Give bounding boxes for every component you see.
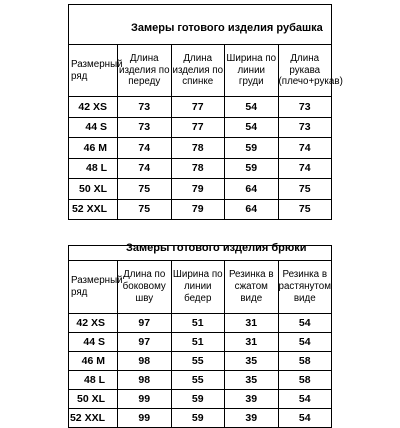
value-cell: 54 bbox=[225, 97, 279, 118]
table-row bbox=[69, 179, 332, 200]
column-header-waistband-relaxed: Резинка в сжатом виде bbox=[225, 261, 279, 314]
value-cell: 54 bbox=[278, 333, 332, 352]
pants-measurements-table bbox=[68, 242, 332, 428]
value-cell: 79 bbox=[171, 179, 225, 200]
value-cell: 39 bbox=[225, 390, 279, 409]
size-cell: 46 M bbox=[69, 138, 118, 159]
value-cell: 75 bbox=[278, 179, 332, 200]
value-cell: 75 bbox=[278, 199, 332, 220]
value-cell: 99 bbox=[118, 409, 172, 428]
table-row bbox=[69, 117, 332, 138]
table-row bbox=[69, 333, 332, 352]
table-row bbox=[69, 409, 332, 428]
size-cell: 52 XXL bbox=[69, 199, 118, 220]
value-cell: 31 bbox=[225, 314, 279, 333]
size-cell: 52 XXL bbox=[69, 409, 118, 428]
table-row bbox=[69, 199, 332, 220]
pants-table-title: Замеры готового изделия брюки bbox=[126, 242, 307, 254]
value-cell: 77 bbox=[171, 97, 225, 118]
table-row bbox=[69, 138, 332, 159]
size-cell: 44 S bbox=[69, 333, 118, 352]
pants-header-row bbox=[69, 261, 332, 314]
shirt-measurements-table bbox=[68, 4, 343, 220]
table-row bbox=[69, 352, 332, 371]
column-header-size: Размерный ряд bbox=[69, 45, 118, 97]
shirt-header-row bbox=[69, 45, 332, 97]
shirt-title-cell bbox=[69, 5, 332, 45]
size-cell: 42 XS bbox=[69, 97, 118, 118]
column-header-chest-width: Ширина по линии груди bbox=[225, 45, 279, 97]
value-cell: 75 bbox=[118, 199, 172, 220]
column-header-sleeve-length: Длина рукава (плечо+рукав) bbox=[278, 45, 332, 97]
value-cell: 59 bbox=[171, 409, 225, 428]
value-cell: 79 bbox=[171, 199, 225, 220]
table-row bbox=[69, 390, 332, 409]
value-cell: 54 bbox=[278, 390, 332, 409]
value-cell: 99 bbox=[118, 390, 172, 409]
value-cell: 78 bbox=[171, 138, 225, 159]
pants-title-row bbox=[69, 246, 332, 261]
value-cell: 35 bbox=[225, 371, 279, 390]
value-cell: 73 bbox=[278, 117, 332, 138]
value-cell: 73 bbox=[118, 117, 172, 138]
shirt-table-title: Замеры готового изделия рубашка bbox=[131, 21, 323, 34]
size-cell: 50 XL bbox=[69, 179, 118, 200]
size-cell: 46 M bbox=[69, 352, 118, 371]
value-cell: 64 bbox=[225, 199, 279, 220]
column-header-side-seam-length: Длина по боковому шву bbox=[118, 261, 172, 314]
value-cell: 54 bbox=[278, 314, 332, 333]
value-cell: 54 bbox=[225, 117, 279, 138]
value-cell: 74 bbox=[278, 138, 332, 159]
column-header-front-length: Длина изделия по переду bbox=[118, 45, 172, 97]
value-cell: 74 bbox=[278, 158, 332, 179]
size-cell: 48 L bbox=[69, 371, 118, 390]
column-header-size: Размерный ряд bbox=[69, 261, 118, 314]
pants-measurements-sheet bbox=[68, 242, 331, 424]
column-header-back-length: Длина изделия по спинке bbox=[171, 45, 225, 97]
value-cell: 98 bbox=[118, 352, 172, 371]
size-cell: 42 XS bbox=[69, 314, 118, 333]
shirt-title-row bbox=[69, 5, 332, 45]
value-cell: 51 bbox=[171, 314, 225, 333]
value-cell: 75 bbox=[118, 179, 172, 200]
value-cell: 39 bbox=[225, 409, 279, 428]
value-cell: 54 bbox=[278, 409, 332, 428]
value-cell: 78 bbox=[171, 158, 225, 179]
value-cell: 73 bbox=[278, 97, 332, 118]
value-cell: 59 bbox=[225, 138, 279, 159]
value-cell: 97 bbox=[118, 333, 172, 352]
shirt-measurements-sheet bbox=[68, 4, 343, 227]
size-cell: 44 S bbox=[69, 117, 118, 138]
table-row bbox=[69, 314, 332, 333]
pants-title-cell bbox=[69, 242, 332, 261]
table-row bbox=[69, 371, 332, 390]
value-cell: 58 bbox=[278, 352, 332, 371]
column-header-waistband-stretched: Резинка в растянутом виде bbox=[278, 261, 332, 314]
value-cell: 74 bbox=[118, 158, 172, 179]
value-cell: 59 bbox=[225, 158, 279, 179]
table-row bbox=[69, 158, 332, 179]
value-cell: 77 bbox=[171, 117, 225, 138]
table-row bbox=[69, 97, 332, 118]
value-cell: 64 bbox=[225, 179, 279, 200]
size-cell: 48 L bbox=[69, 158, 118, 179]
value-cell: 35 bbox=[225, 352, 279, 371]
value-cell: 59 bbox=[171, 390, 225, 409]
value-cell: 51 bbox=[171, 333, 225, 352]
size-cell: 50 XL bbox=[69, 390, 118, 409]
column-header-hip-width: Ширина по линии бедер bbox=[171, 261, 225, 314]
value-cell: 31 bbox=[225, 333, 279, 352]
value-cell: 97 bbox=[118, 314, 172, 333]
value-cell: 73 bbox=[118, 97, 172, 118]
value-cell: 98 bbox=[118, 371, 172, 390]
value-cell: 55 bbox=[171, 371, 225, 390]
value-cell: 74 bbox=[118, 138, 172, 159]
value-cell: 58 bbox=[278, 371, 332, 390]
value-cell: 55 bbox=[171, 352, 225, 371]
